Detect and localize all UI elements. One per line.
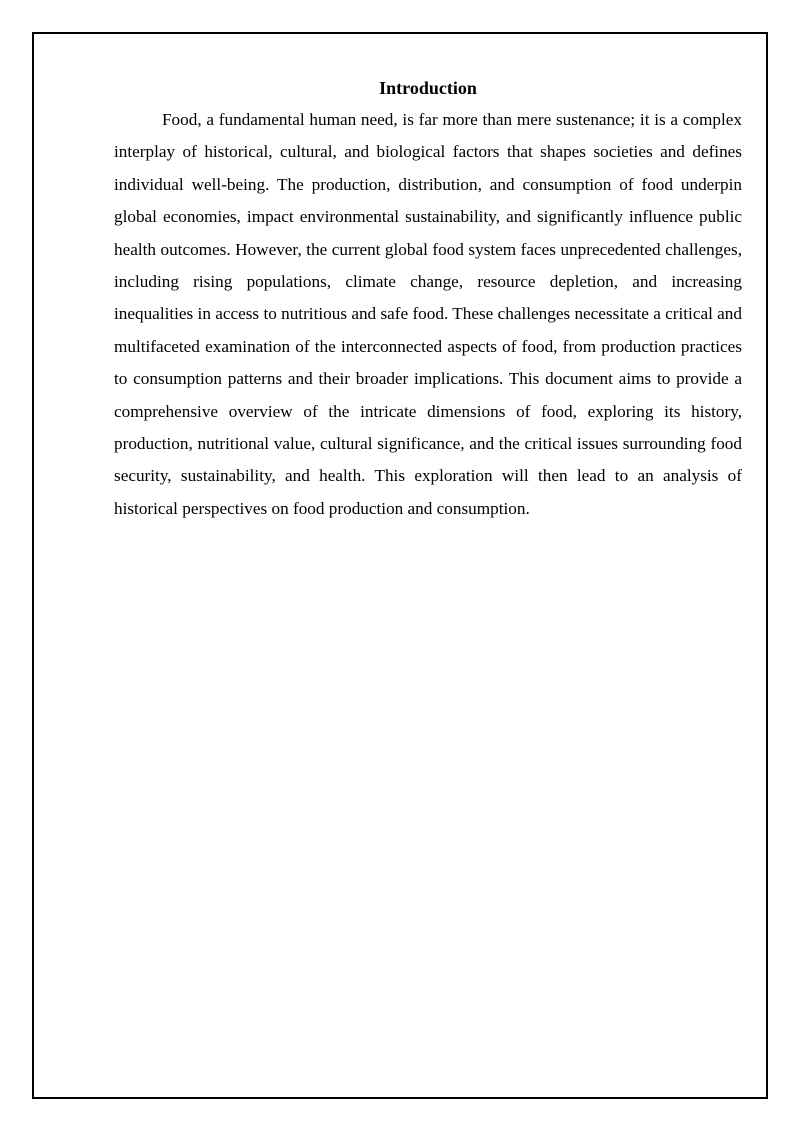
body-paragraph: Food, a fundamental human need, is far more than mere sustenance; it is a complex interplay of historical, cultural, and biological factors that shapes societies and defines individual well-being. The production, distribution, and consumption of food underpin global economies, impact environmental sustainability, and significantly influence public health outcomes. However, the current global food system faces unprecedented challenges, including rising populations, climate change, resource depletion, and increasing inequalities in access to nutritious and safe food. These challenges necessitate a critical and multifaceted examination of the interconnected aspects of food, from production practices to consumption patterns and their broader implications. This document aims to provide a comprehensive overview of the intricate dimensions of food, exploring its history, production, nutritional value, cultural significance, and the critical issues surrounding food security, sustainability, and health. This exploration will then lead to an analysis of historical perspectives on food production and consumption. — [114, 110, 742, 518]
document-body — [114, 74, 742, 525]
section-title: Introduction — [379, 78, 477, 98]
